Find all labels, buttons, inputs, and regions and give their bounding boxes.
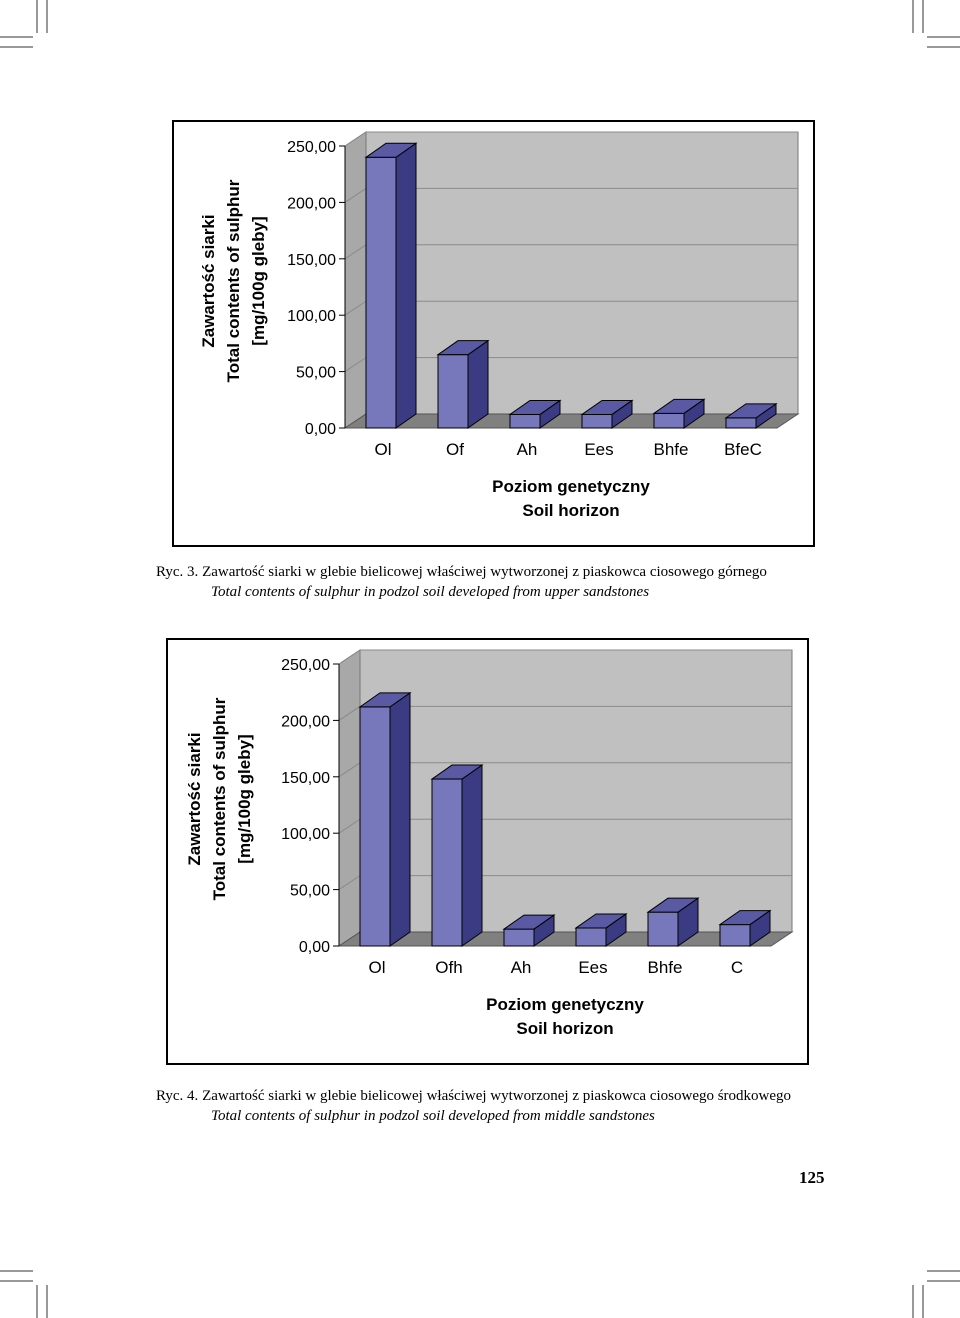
- bar-side: [468, 341, 488, 428]
- figure-caption-4: [156, 1086, 791, 1126]
- bar-front: [360, 707, 390, 946]
- bar-side: [396, 143, 416, 428]
- x-category-label: Ah: [516, 440, 538, 459]
- y-axis-title: Total contents of sulphur: [210, 697, 229, 901]
- caption-english: Total contents of sulphur in podzol soil developed from middle sandstones: [211, 1108, 655, 1124]
- bar-front: [438, 355, 468, 428]
- y-tick-label: 250,00: [287, 139, 336, 156]
- x-category-label: Bhfe: [653, 440, 689, 459]
- sulphur-chart-middle-sandstones: [166, 638, 809, 1065]
- x-category-label: Ah: [510, 958, 532, 977]
- bar-front: [432, 779, 462, 946]
- x-category-label: BfeC: [724, 440, 762, 459]
- bar-front: [720, 925, 750, 946]
- x-axis-title: Poziom genetyczny: [492, 477, 650, 496]
- y-axis-title: Total contents of sulphur: [224, 179, 243, 383]
- sulphur-chart-upper-sandstones: [172, 120, 815, 547]
- y-tick-label: 0,00: [298, 939, 330, 956]
- bar-front: [582, 414, 612, 428]
- y-axis-title: [mg/100g gleby]: [235, 734, 254, 864]
- bar-front: [366, 157, 396, 428]
- y-tick-label: 150,00: [281, 769, 330, 787]
- y-axis-title: Zawartość siarki: [199, 214, 218, 348]
- chart-back-wall: [366, 132, 798, 414]
- x-category-label: Ees: [578, 958, 608, 977]
- x-axis-title: Poziom genetyczny: [486, 995, 644, 1014]
- chart-back-wall: [360, 650, 792, 932]
- x-category-label: Ol: [374, 440, 392, 459]
- bar-front: [576, 928, 606, 946]
- x-category-label: Ol: [368, 958, 386, 977]
- y-tick-label: 50,00: [295, 364, 336, 382]
- chart-side-wall: [345, 132, 366, 428]
- caption-polish: Zawartość siarki w glebie bielicowej właściwej wytworzonej z piaskowca ciosowego górnego: [202, 564, 767, 580]
- caption-polish: Zawartość siarki w glebie bielicowej właściwej wytworzonej z piaskowca ciosowego środkowego: [202, 1088, 792, 1104]
- caption-number: Ryc. 4.: [156, 1088, 199, 1104]
- y-tick-label: 50,00: [289, 882, 330, 900]
- y-tick-label: 100,00: [281, 826, 330, 844]
- bar-front: [504, 929, 534, 946]
- x-category-label: Bhfe: [647, 958, 683, 977]
- y-tick-label: 100,00: [287, 308, 336, 326]
- bar-front: [726, 418, 756, 428]
- bar-front: [654, 413, 684, 428]
- bar-front: [648, 912, 678, 946]
- x-axis-title: Soil horizon: [522, 501, 620, 520]
- caption-number: Ryc. 3.: [156, 564, 199, 580]
- bar-side: [462, 765, 482, 946]
- x-category-label: C: [730, 958, 744, 977]
- page-number: 125: [799, 1168, 825, 1187]
- y-axis-title: Zawartość siarki: [185, 732, 204, 866]
- bar-side: [390, 693, 410, 946]
- y-tick-label: 200,00: [281, 713, 330, 731]
- x-category-label: Of: [446, 440, 464, 459]
- y-tick-label: 250,00: [281, 657, 330, 674]
- bar-front: [510, 414, 540, 428]
- y-tick-label: 200,00: [287, 195, 336, 213]
- x-category-label: Ees: [584, 440, 614, 459]
- y-tick-label: 0,00: [304, 421, 336, 438]
- x-category-label: Ofh: [435, 958, 463, 977]
- y-axis-title: [mg/100g gleby]: [249, 216, 268, 346]
- x-axis-title: Soil horizon: [516, 1019, 614, 1038]
- chart-side-wall: [339, 650, 360, 946]
- y-tick-label: 150,00: [287, 251, 336, 269]
- caption-english: Total contents of sulphur in podzol soil developed from upper sandstones: [211, 584, 650, 600]
- figure-caption-3: [156, 562, 767, 602]
